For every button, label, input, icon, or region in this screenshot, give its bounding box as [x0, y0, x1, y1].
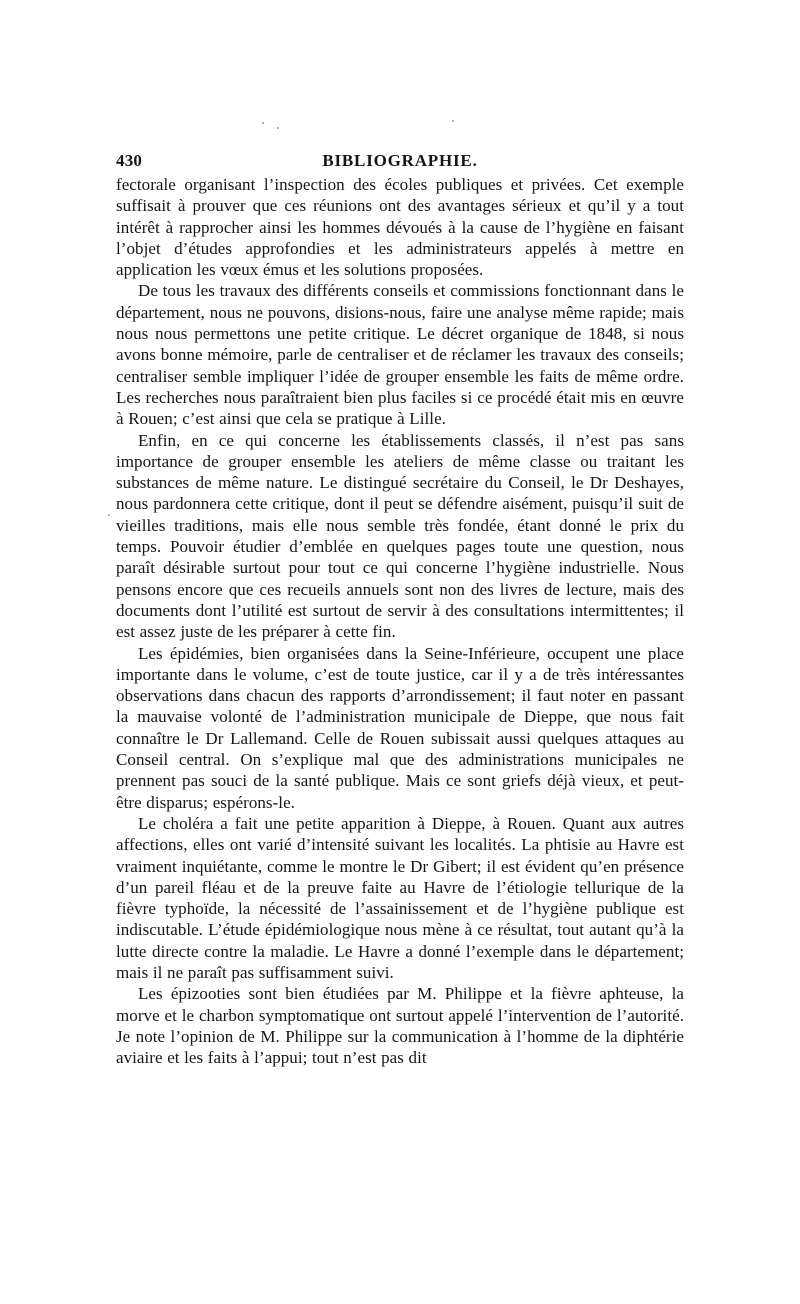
body-text: [116, 174, 684, 1068]
paragraph-inspection-ecoles: fectorale organisant l’inspection des écoles publiques et privées. Cet exemple suffisait à prouver que ces réunions ont des avantages sérieux et qu’il y a tout intérêt à rapprocher ainsi les hommes dévoués à la cause de l’hygiène en faisant l’objet d’études approfondies et les administrateurs appelés à mettre en application les vœux émus et les solutions proposées.: [116, 175, 684, 280]
scan-speck: [452, 120, 454, 122]
page-number: 430: [116, 151, 143, 170]
scan-speck: [262, 122, 264, 124]
paragraph-travaux-conseils: De tous les travaux des différents conseils et commissions fonctionnant dans le département, nous ne pouvons, disions-nous, faire une analyse même rapide; mais nous nous permettons une petite critique. Le décret organique de 1848, si nous avons bonne mémoire, parle de centraliser et de réclamer les travaux des conseils; centraliser semble impliquer l’idée de grouper ensemble les faits de même ordre. Les recherches nous paraîtraient bien plus faciles si ce procédé était mis en œuvre à Rouen; c’est ainsi que cela se pratique à Lille.: [116, 281, 684, 429]
scan-speck: [277, 127, 279, 129]
running-header: [116, 148, 684, 174]
running-title: BIBLIOGRAPHIE.: [322, 151, 478, 170]
paragraph-cholera: Le choléra a fait une petite apparition à Dieppe, à Rouen. Quant aux autres affections, elles ont varié d’intensité suivant les localités. La phtisie au Havre est vraiment inquiétante, comme le montre le Dr Gibert; il est évident qu’en présence d’un pareil fléau et de la preuve faite au Havre de l’étiologie tellurique de la fièvre typhoïde, la nécessité de l’assainissement et de l’hygiène publique est indiscutable. L’étude épidémiologique nous mène à ce résultat, tout autant qu’à la lutte directe contre la maladie. Le Havre a donné l’exemple dans le département; mais il ne paraît pas suffisamment suivi.: [116, 813, 684, 982]
scan-speck: [108, 514, 110, 516]
paragraph-epizooties: Les épizooties sont bien étudiées par M. Philippe et la fièvre aphteuse, la morve et le charbon symptomatique ont surtout appelé l’intervention de l’autorité. Je note l’opinion de M. Philippe sur la communication à l’homme de la diphtérie aviaire et les faits à l’appui; tout n’est pas dit: [116, 984, 684, 1068]
paragraph-epidemies: Les épidémies, bien organisées dans la Seine-Inférieure, occupent une place importante dans le volume, c’est de toute justice, car il y a de très intéressantes observations dans chacun des rapports d’arrondissement; il faut noter en passant la mauvaise volonté de l’administration municipale de Dieppe, que nous fait connaître le Dr Lallemand. Celle de Rouen subissait aussi quelques attaques au Conseil central. On s’explique mal que des administrations municipales ne prennent pas souci de la santé publique. Mais ce sont griefs déjà vieux, et peut-être disparus; espérons-le.: [116, 643, 684, 812]
paragraph-etablissements-classes: Enfin, en ce qui concerne les établissements classés, il n’est pas sans importance de grouper ensemble les ateliers de même classe ou traitant les substances de même nature. Le distingué secrétaire du Conseil, le Dr Deshayes, nous pardonnera cette critique, dont il peut se défendre aisément, puisqu’il suit de vieilles traditions, mais elle nous semble très fondée, étant donné le prix du temps. Pouvoir étudier d’emblée en quelques pages toute une question, nous paraît désirable surtout pour tout ce qui concerne l’hygiène industrielle. Nous pensons encore que ces recueils annuels sont non des livres de lecture, mais des documents dont l’utilité est surtout de servir à des consultations intermittentes; il est assez juste de les préparer à cette fin.: [116, 430, 684, 642]
book-page: [116, 148, 684, 1068]
